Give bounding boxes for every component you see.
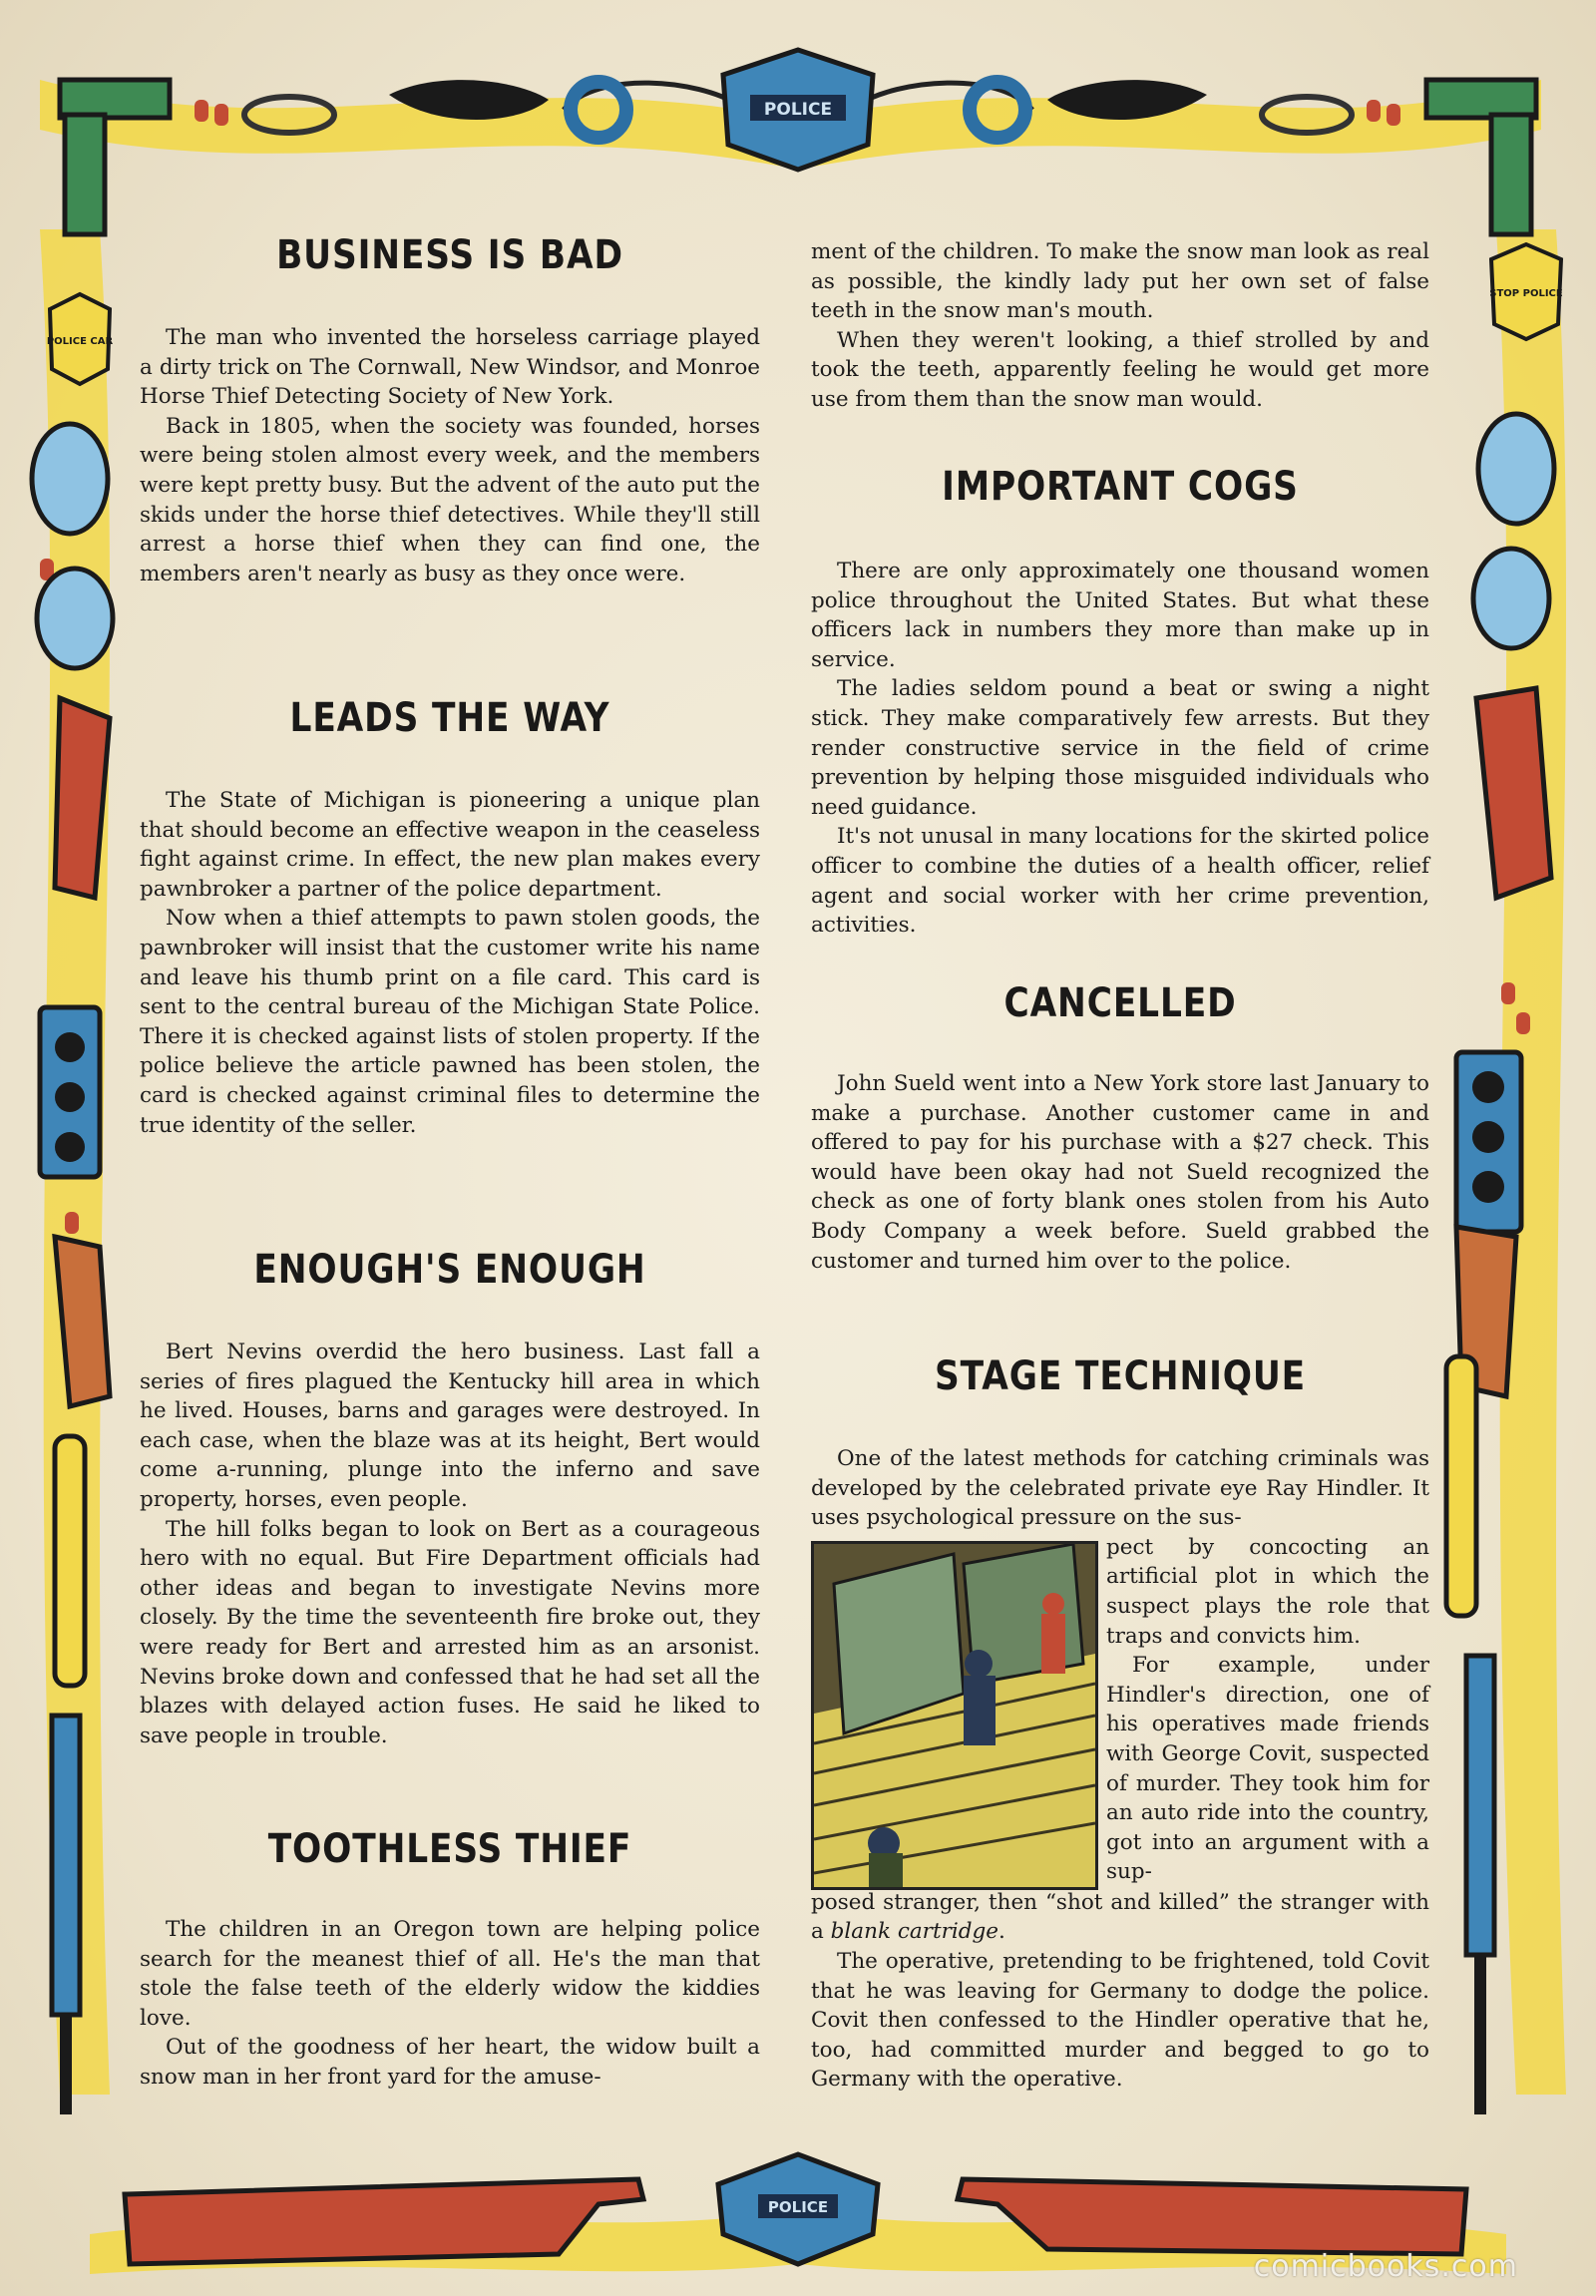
article-stage-technique bbox=[811, 1353, 1429, 2095]
paragraph: John Sueld went into a New York store last January to make a purchase. Another customer came in and offered to pay for his purchase with a $27 check. This would have been okay had not Sueld recognized the check as one of forty blank ones stolen from his Auto Body Company a week before. Sueld grabbed the customer and turned him over to the police. bbox=[811, 1071, 1429, 1274]
paragraph: The operative, pretending to be frightened, told Covit that he was leaving for Germany to dodge the police. Covit then confessed to the Hindler operative that he, too, had committed murder and begged to go to Germany with the operative. bbox=[811, 1948, 1429, 2093]
inset-side-text bbox=[1106, 1533, 1429, 1887]
night-stick-icon bbox=[55, 1436, 85, 1686]
paragraph: The ladies seldom pound a beat or swing a night stick. They make comparatively few arrests. But they render constructive service in the field of crime prevention by helping those misguided individuals who need guidance. bbox=[811, 676, 1429, 820]
paragraph: The children in an Oregon town are helping police search for the meanest thief of all. He's the man that stole the false teeth of the elderly widow the kiddies love. bbox=[140, 1917, 760, 2031]
comic-panel-illustration bbox=[811, 1541, 1098, 1890]
paragraph: ment of the children. To make the snow man look as real as possible, the kindly lady put her own set of false teeth in the snow man's mouth. bbox=[811, 239, 1429, 324]
svg-text:POLICE CAR: POLICE CAR bbox=[46, 336, 114, 347]
svg-text:STOP POLICE: STOP POLICE bbox=[1489, 288, 1563, 299]
paragraph: The man who invented the horseless carriage played a dirty trick on The Cornwall, New Windsor, and Monroe Horse Thief Detecting Society of New York. bbox=[140, 325, 760, 410]
headline: IMPORTANT COGS bbox=[942, 464, 1299, 510]
paragraph: There are only approximately one thousand women police throughout the United States. But what these officers lack in numbers they more than make up in service. bbox=[811, 559, 1429, 672]
paragraph: posed stranger, then “shot and killed” the stranger with a blank cartridge. bbox=[811, 1889, 1429, 1945]
headline: TOOTHLESS THIEF bbox=[267, 1826, 632, 1872]
police-badge-icon bbox=[47, 294, 114, 384]
rifle-icon bbox=[1466, 1656, 1494, 2114]
article-enoughs-enough bbox=[140, 1247, 760, 1750]
headline: ENOUGH'S ENOUGH bbox=[253, 1247, 646, 1293]
revolver-icon bbox=[1476, 688, 1551, 898]
paragraph: Bert Nevins overdid the hero business. Last fall a series of fires plagued the Kentucky hill area in which he lived. Houses, barns and garages were destroyed. In each case, when the blaze was at its height, Bert would come a-running, plunge into the inferno and save property, horses, even people. bbox=[140, 1339, 760, 1512]
headline: STAGE TECHNIQUE bbox=[934, 1353, 1307, 1399]
article-important-cogs bbox=[811, 464, 1429, 941]
traffic-light-icon bbox=[1456, 1052, 1521, 1232]
article-toothless-thief-continued bbox=[811, 237, 1429, 415]
pistol-icon bbox=[60, 80, 170, 234]
headline: BUSINESS IS BAD bbox=[276, 232, 623, 278]
article-toothless-thief bbox=[140, 1826, 760, 2093]
night-stick-icon bbox=[1446, 1356, 1476, 1616]
paragraph: pect by concocting an artificial plot in which the suspect plays the role that traps and convicts him. bbox=[1106, 1534, 1429, 1649]
police-badge-icon bbox=[723, 50, 873, 170]
article-cancelled bbox=[811, 980, 1429, 1276]
paragraph: Back in 1805, when the society was founded, horses were being stolen almost every week, and the members were kept pretty busy. But the advent of the auto put the skids under the horse thief detectives. While they'll still arrest a horse thief when they can find one, the members aren't nearly as busy as they once were. bbox=[140, 413, 760, 586]
paragraph: The State of Michigan is pioneering a unique plan that should become an effective weapon in the ceaseless fight against crime. In effect, the new plan makes every pawnbroker a partner of the police department. bbox=[140, 788, 760, 902]
pistol-icon bbox=[1426, 80, 1536, 234]
headline: LEADS THE WAY bbox=[289, 695, 610, 741]
paragraph: It's not unusal in many locations for the skirted police officer to combine the duties of a health officer, relief agent and social worker with her crime prevention, activities. bbox=[811, 824, 1429, 939]
article-leads-the-way bbox=[140, 695, 760, 1140]
paragraph: The hill folks began to look on Bert as a courageous hero with no equal. But Fire Department officials had other ideas and began to investigate Nevins more closely. By the time the seventeenth fire broke out, they were ready for Bert and arrested him as an arsonist. Nevins broke down and confessed that he had set all the blazes with delayed action fuses. He said he liked to save people in trouble. bbox=[140, 1516, 760, 1748]
svg-text:POLICE: POLICE bbox=[763, 100, 833, 120]
svg-text:POLICE: POLICE bbox=[767, 2198, 829, 2216]
traffic-light-icon bbox=[40, 1007, 100, 1177]
watermark: comicbooks.com bbox=[1253, 2249, 1518, 2284]
headline: CANCELLED bbox=[1003, 980, 1237, 1026]
paragraph: Out of the goodness of her heart, the widow built a snow man in her front yard for the amuse- bbox=[140, 2035, 760, 2090]
paragraph: When they weren't looking, a thief strolled by and took the teeth, apparently feeling he would get more use from them than the snow man would. bbox=[811, 327, 1429, 412]
paragraph: Now when a thief attempts to pawn stolen goods, the pawnbroker will insist that the customer write his name and leave his thumb print on a file card. This card is sent to the central bureau of the Michigan State Police. There it is checked against lists of stolen property. If the police believe the article pawned has been stolen, the card is checked against criminal files to determine the true identity of the seller. bbox=[140, 906, 760, 1138]
article-business-is-bad bbox=[140, 232, 760, 588]
paragraph: For example, under Hindler's direction, one of his operatives made friends with George Covit, suspected of murder. They took him for an auto ride into the country, got into an argument with a sup- bbox=[1106, 1653, 1429, 1885]
paragraph: One of the latest methods for catching criminals was developed by the celebrated private eye Ray Hindler. It uses psychological pressure on the sus- bbox=[811, 1446, 1429, 1531]
police-badge-icon bbox=[1489, 244, 1563, 339]
inset-wrap bbox=[811, 1533, 1429, 1888]
emphasis-text: blank cartridge bbox=[830, 1919, 999, 1945]
